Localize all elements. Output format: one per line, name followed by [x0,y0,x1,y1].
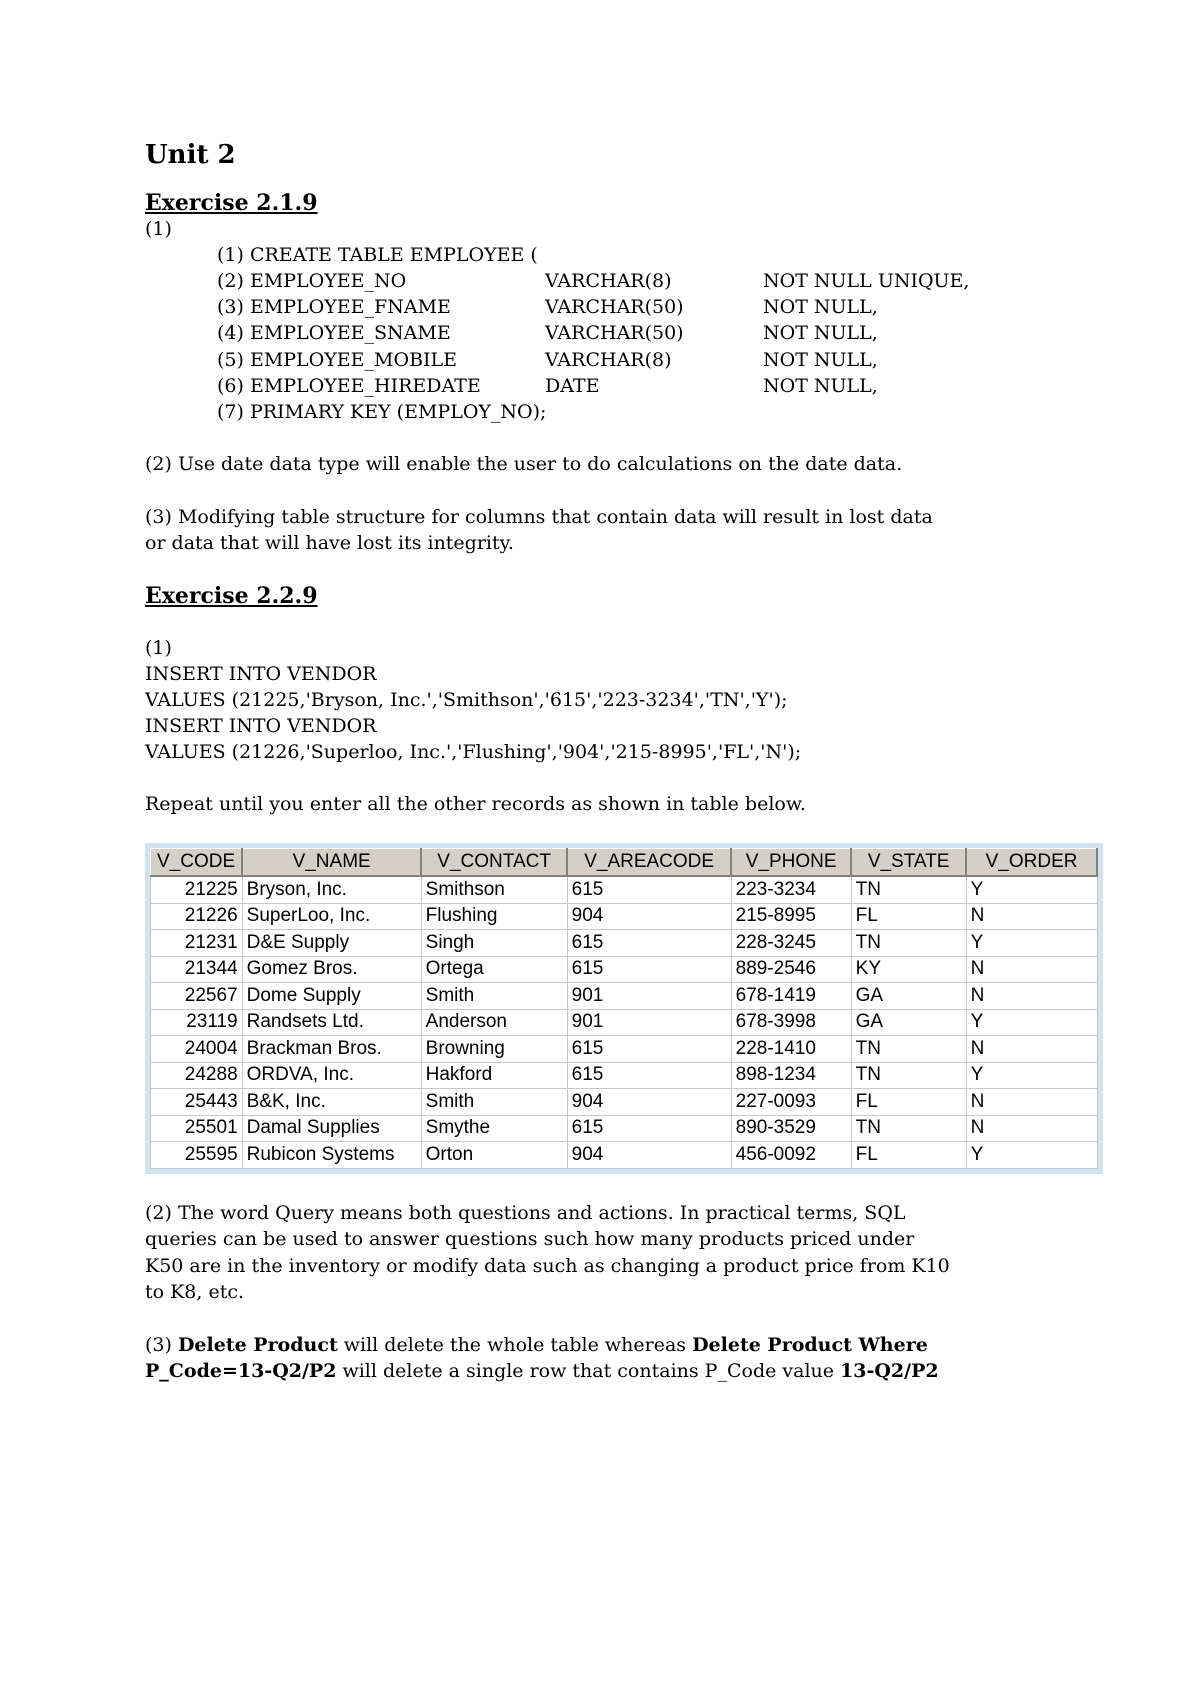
question-1-label: (1) [145,636,172,659]
table-row [151,1036,1098,1063]
answer-2-line-1: (2) The word Query means both questions and actions. In practical terms, SQL [145,1201,906,1224]
sql-primary-key-line: (7) PRIMARY KEY (EMPLOY_NO); [217,401,547,424]
table-cell[interactable]: TN [851,876,966,903]
table-cell[interactable]: 904 [567,903,731,930]
table-cell[interactable]: TN [851,1115,966,1142]
vendor-table-body [151,876,1098,1168]
vendor-table-frame [145,843,1103,1174]
answer-3-bold-4: 13-Q2/P2 [840,1360,939,1383]
answer-3-bold-1: Delete Product [177,1333,338,1356]
table-cell[interactable]: 21226 [151,903,243,930]
table-cell[interactable]: ORDVA, Inc. [242,1062,421,1089]
table-cell[interactable]: KY [851,956,966,983]
table-cell[interactable]: 901 [567,983,731,1010]
table-cell[interactable]: GA [851,983,966,1010]
table-row [151,1089,1098,1116]
table-cell[interactable]: Hakford [421,1062,567,1089]
answer-3-line-2: or data that will have lost its integrity. [145,532,514,555]
table-cell[interactable]: Smithson [421,876,567,903]
table-cell[interactable]: B&K, Inc. [242,1089,421,1116]
table-row [151,876,1098,903]
table-cell[interactable]: 678-3998 [731,1009,851,1036]
answer-2-line-2: queries can be used to answer questions such how many products priced under [145,1228,915,1251]
table-row [151,983,1098,1010]
column-name: (5) EMPLOYEE_MOBILE [217,348,458,371]
table-cell[interactable]: FL [851,903,966,930]
table-cell[interactable]: Bryson, Inc. [242,876,421,903]
table-cell[interactable]: 223-3234 [731,876,851,903]
table-cell[interactable]: Y [966,1062,1097,1089]
table-cell[interactable]: 615 [567,956,731,983]
table-cell[interactable]: 228-1410 [731,1036,851,1063]
table-cell[interactable]: 228-3245 [731,930,851,957]
table-cell[interactable]: 215-8995 [731,903,851,930]
table-cell[interactable]: 24288 [151,1062,243,1089]
column-header-v-contact[interactable]: V_CONTACT [421,849,567,877]
table-cell[interactable]: SuperLoo, Inc. [242,903,421,930]
sql-column-definitions [145,268,1075,399]
table-cell[interactable]: N [966,956,1097,983]
table-cell[interactable]: 898-1234 [731,1062,851,1089]
table-cell[interactable]: N [966,1115,1097,1142]
table-cell[interactable]: TN [851,1062,966,1089]
table-cell[interactable]: FL [851,1142,966,1169]
repeat-instruction: Repeat until you enter all the other records as shown in table below. [145,792,806,815]
table-cell[interactable]: Browning [421,1036,567,1063]
sql-column-row [145,320,1075,346]
table-cell[interactable]: Anderson [421,1009,567,1036]
column-header-v-phone[interactable]: V_PHONE [731,849,851,877]
column-name: (3) EMPLOYEE_FNAME [217,296,451,319]
table-cell[interactable]: N [966,1089,1097,1116]
insert-statement-2a: INSERT INTO VENDOR [145,714,377,737]
column-header-v-areacode[interactable]: V_AREACODE [567,849,731,877]
exercise-2-2-9-title: Exercise 2.2.9 [145,582,318,609]
vendor-table-header-row [151,849,1098,877]
unit-title: Unit 2 [145,140,236,170]
column-name: (6) EMPLOYEE_HIREDATE [217,374,481,397]
table-cell[interactable]: Y [966,876,1097,903]
column-header-v-order[interactable]: V_ORDER [966,849,1097,877]
table-cell[interactable]: Brackman Bros. [242,1036,421,1063]
answer-3-prefix: (3) [145,1333,178,1356]
table-cell[interactable]: Flushing [421,903,567,930]
sql-column-row [145,268,1075,294]
table-cell[interactable]: GA [851,1009,966,1036]
answer-3-paragraph [145,1332,1075,1385]
column-type: VARCHAR(50) [545,296,684,319]
table-cell[interactable]: N [966,1036,1097,1063]
table-cell[interactable]: Y [966,1009,1097,1036]
table-cell[interactable]: 901 [567,1009,731,1036]
table-cell[interactable]: Y [966,930,1097,957]
table-cell[interactable]: Smith [421,983,567,1010]
column-name: (2) EMPLOYEE_NO [217,270,407,292]
answer-2-line-4: to K8, etc. [145,1281,245,1304]
table-cell[interactable]: TN [851,1036,966,1063]
table-row [151,1009,1098,1036]
document-page [145,140,1078,1385]
answer-2-paragraph: (2) Use date data type will enable the user to do calculations on the date data. [145,453,903,476]
table-cell[interactable]: N [966,983,1097,1010]
table-cell[interactable]: Damal Supplies [242,1115,421,1142]
insert-statement-1b: VALUES (21225,'Bryson, Inc.','Smithson','615','223-3234','TN','Y'); [145,688,788,711]
table-cell[interactable]: N [966,903,1097,930]
column-name: (4) EMPLOYEE_SNAME [217,322,451,345]
table-row [151,956,1098,983]
table-cell[interactable]: 678-1419 [731,983,851,1010]
table-cell[interactable]: TN [851,930,966,957]
answer-2-line-3: K50 are in the inventory or modify data such as changing a product price from K10 [145,1254,950,1277]
answer-3-bold-2: Delete Product Where [692,1333,928,1356]
table-row [151,1062,1098,1089]
column-type: VARCHAR(8) [545,270,672,292]
table-row [151,1142,1098,1169]
insert-statement-2b: VALUES (21226,'Superloo, Inc.','Flushing','904','215-8995','FL','N'); [145,740,802,763]
column-constraint: NOT NULL, [763,374,878,397]
table-cell[interactable]: 25443 [151,1089,243,1116]
answer-3-middle: will delete the whole table whereas [337,1333,693,1356]
sql-column-row [145,294,1075,320]
table-cell[interactable]: Smythe [421,1115,567,1142]
table-row [151,930,1098,957]
sql-column-row [145,373,1075,399]
column-constraint: NOT NULL UNIQUE, [763,270,970,292]
column-type: VARCHAR(50) [545,322,684,345]
table-cell[interactable]: 615 [567,1036,731,1063]
table-cell[interactable]: 24004 [151,1036,243,1063]
table-cell[interactable]: 21225 [151,876,243,903]
answer-3-bold-3: P_Code=13-Q2/P2 [145,1360,337,1383]
vendor-table [150,848,1098,1169]
table-cell[interactable]: Y [966,1142,1097,1169]
column-type: DATE [545,374,600,397]
table-cell[interactable]: 25595 [151,1142,243,1169]
sql-create-line: (1) CREATE TABLE EMPLOYEE ( [217,244,538,266]
answer-3-middle-2: will delete a single row that contains P_Code value [336,1360,841,1383]
table-cell[interactable]: Randsets Ltd. [242,1009,421,1036]
table-cell[interactable]: 227-0093 [731,1089,851,1116]
table-cell[interactable]: 21231 [151,930,243,957]
table-cell[interactable]: Rubicon Systems [242,1142,421,1169]
table-cell[interactable]: 23119 [151,1009,243,1036]
table-cell[interactable]: 615 [567,876,731,903]
table-cell[interactable]: 21344 [151,956,243,983]
column-constraint: NOT NULL, [763,322,878,345]
table-cell[interactable]: 615 [567,930,731,957]
table-cell[interactable]: 904 [567,1089,731,1116]
table-cell[interactable]: Singh [421,930,567,957]
column-type: VARCHAR(8) [545,348,672,371]
table-cell[interactable]: 25501 [151,1115,243,1142]
table-cell[interactable]: Dome Supply [242,983,421,1010]
table-cell[interactable]: 615 [567,1062,731,1089]
table-cell[interactable]: D&E Supply [242,930,421,957]
table-cell[interactable]: 890-3529 [731,1115,851,1142]
table-cell[interactable]: 456-0092 [731,1142,851,1169]
table-cell[interactable]: Ortega [421,956,567,983]
table-cell[interactable]: Gomez Bros. [242,956,421,983]
table-row [151,903,1098,930]
question-1-label: (1) [145,218,172,240]
table-cell[interactable]: 615 [567,1115,731,1142]
column-header-v-code[interactable]: V_CODE [151,849,243,877]
table-cell[interactable]: FL [851,1089,966,1116]
column-constraint: NOT NULL, [763,296,878,319]
table-cell[interactable]: Smith [421,1089,567,1116]
sql-column-row [145,347,1075,373]
table-cell[interactable]: 22567 [151,983,243,1010]
column-header-v-name[interactable]: V_NAME [242,849,421,877]
table-row [151,1115,1098,1142]
exercise-2-1-9-title: Exercise 2.1.9 [145,190,318,216]
answer-3-line-1: (3) Modifying table structure for columns that contain data will result in lost data [145,505,933,528]
table-cell[interactable]: 889-2546 [731,956,851,983]
table-cell[interactable]: Orton [421,1142,567,1169]
table-cell[interactable]: 904 [567,1142,731,1169]
insert-statement-1a: INSERT INTO VENDOR [145,662,377,685]
column-constraint: NOT NULL, [763,348,878,371]
column-header-v-state[interactable]: V_STATE [851,849,966,877]
